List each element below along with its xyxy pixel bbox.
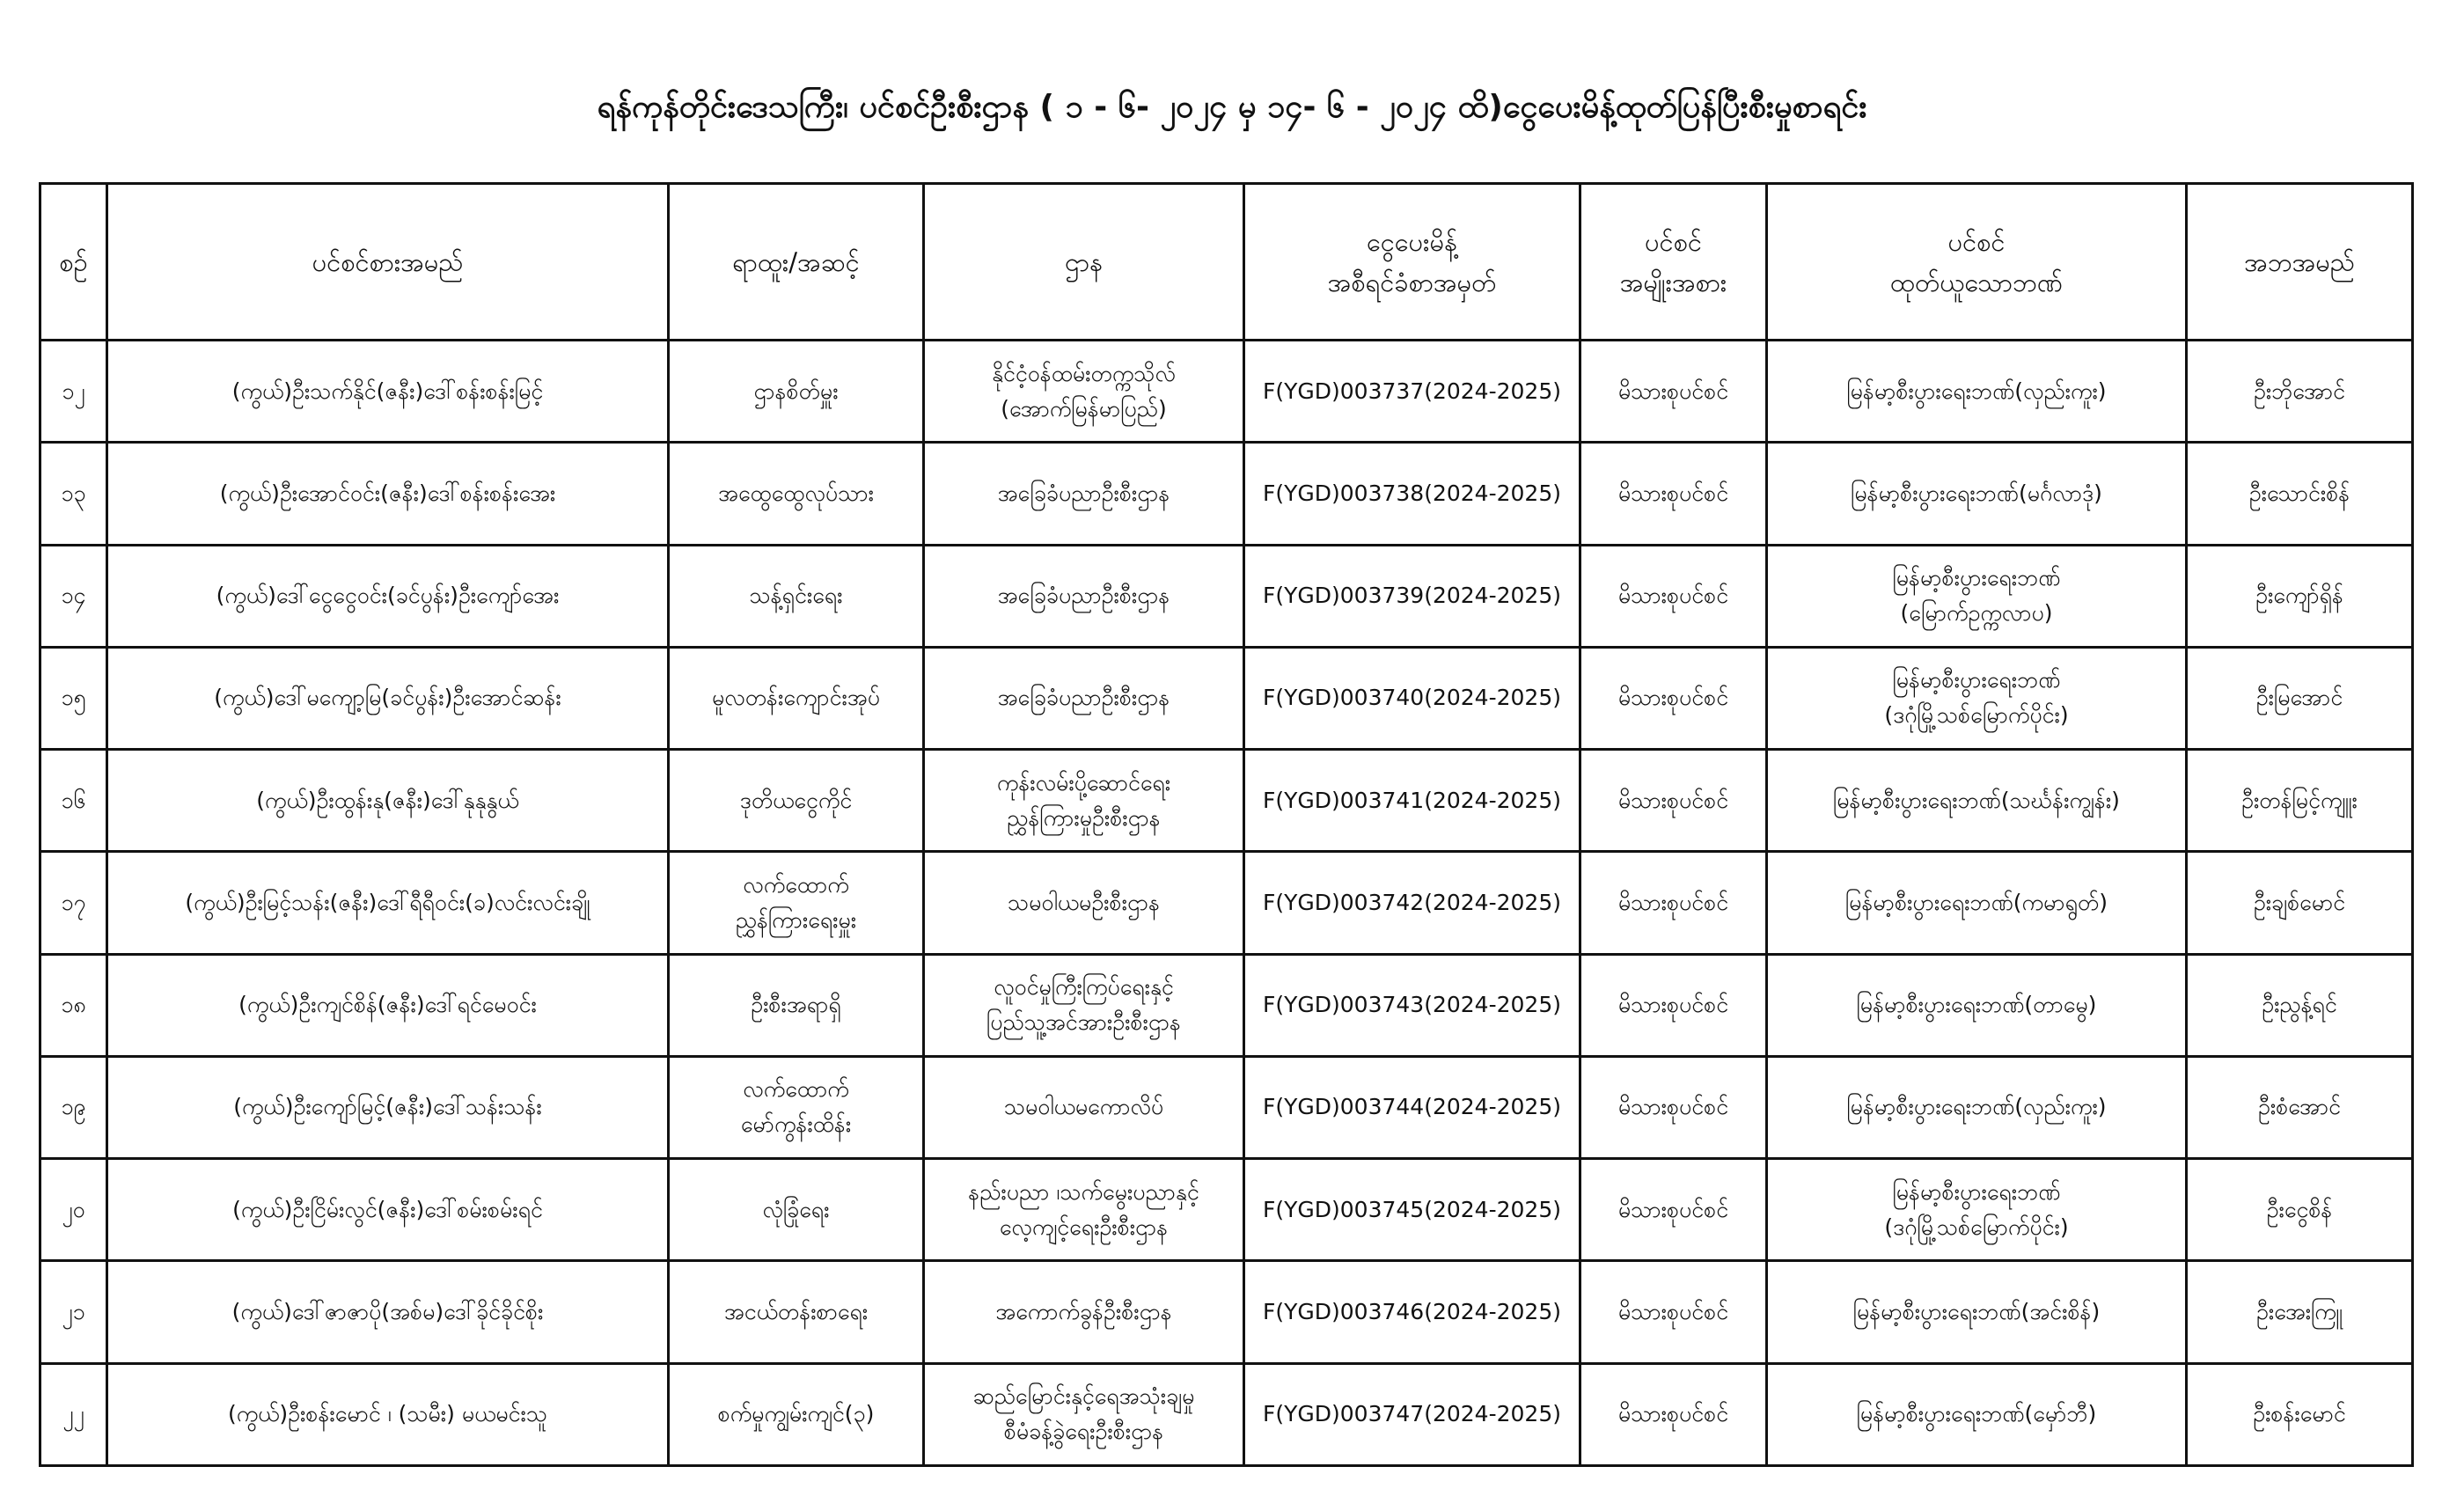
rank-cell: ဌာနစိတ်မှူး [669, 341, 924, 443]
row-number-cell: ၂၀ [40, 1159, 107, 1261]
father-name-cell: ဦးကျော်ရှိန် [2187, 545, 2413, 647]
pension-register-table [39, 182, 2414, 1467]
father-name-cell: ဦးငွေစိန် [2187, 1159, 2413, 1261]
pension-type-cell: မိသားစုပင်စင် [1580, 1056, 1767, 1158]
report-number-cell: F(YGD)003742(2024-2025) [1244, 852, 1580, 954]
header-no: စဉ် [40, 184, 107, 341]
pension-type-cell: မိသားစုပင်စင် [1580, 750, 1767, 852]
pension-type-cell: မိသားစုပင်စင် [1580, 954, 1767, 1056]
header-department: ဌာန [924, 184, 1244, 341]
page-title: ရန်ကုန်တိုင်းဒေသကြီး၊ ပင်စင်ဦးစီးဌာန ( ၁ - ၆- ၂၀၂၄ မှ ၁၄- ၆ - ၂၀၂၄ ထိ)ငွေပေးမိန့်ထုတ်ပြန်ပြီးစီးမှုစာရင်း [597, 89, 1867, 125]
department-cell: နည်းပညာ ၊သက်မွေးပညာနှင့် လေ့ကျင့်ရေးဦးစီးဌာန [924, 1159, 1244, 1261]
pensioner-name-cell: (ကွယ်)ဦးကျော်မြင့်(ဇနီး)ဒေါ်သန်းသန်း [107, 1056, 669, 1158]
department-cell: နိုင်ငံ့ဝန်ထမ်းတက္ကသိုလ် (အောက်မြန်မာပြည်) [924, 341, 1244, 443]
father-name-cell: ဦးစံအောင် [2187, 1056, 2413, 1158]
table-row [40, 1056, 2413, 1158]
father-name-cell: ဦးအေးကြူ [2187, 1261, 2413, 1363]
bank-cell: မြန်မာ့စီးပွားရေးဘဏ်(မင်္ဂလာဒုံ) [1767, 443, 2187, 545]
bank-cell: မြန်မာ့စီးပွားရေးဘဏ် (မြောက်ဥက္ကလာပ) [1767, 545, 2187, 647]
department-cell: ဆည်မြောင်းနှင့်ရေအသုံးချမှု စီမံခန့်ခွဲရေးဦးစီးဌာန [924, 1363, 1244, 1465]
table-row [40, 647, 2413, 749]
pensioner-name-cell: (ကွယ်)ဦးမြင့်သန်း(ဇနီး)ဒေါ်ရီရီဝင်း(ခ)လင်းလင်းချို [107, 852, 669, 954]
header-pension-type: ပင်စင် အမျိုးအစား [1580, 184, 1767, 341]
table-body [40, 341, 2413, 1466]
pensioner-name-cell: (ကွယ်)ဦးကျင်စိန်(ဇနီး)ဒေါ်ရင်မေဝင်း [107, 954, 669, 1056]
bank-cell: မြန်မာ့စီးပွားရေးဘဏ် (ဒဂုံမြို့သစ်မြောက်ပိုင်း) [1767, 647, 2187, 749]
rank-cell: သန့်ရှင်းရေး [669, 545, 924, 647]
report-number-cell: F(YGD)003747(2024-2025) [1244, 1363, 1580, 1465]
rank-cell: လုံခြုံရေး [669, 1159, 924, 1261]
pensioner-name-cell: (ကွယ်)ဒေါ်ဇာဇာပို(အစ်မ)ဒေါ်ခိုင်ခိုင်စိုး [107, 1261, 669, 1363]
pensioner-name-cell: (ကွယ်)ဦးထွန်းနု(ဇနီး)ဒေါ်နုနုနွယ် [107, 750, 669, 852]
rank-cell: ဦးစီးအရာရှိ [669, 954, 924, 1056]
pension-type-cell: မိသားစုပင်စင် [1580, 1159, 1767, 1261]
bank-cell: မြန်မာ့စီးပွားရေးဘဏ်(လှည်းကူး) [1767, 341, 2187, 443]
table-row [40, 750, 2413, 852]
department-cell: အခြေခံပညာဦးစီးဌာန [924, 647, 1244, 749]
department-cell: သမဝါယမကောလိပ် [924, 1056, 1244, 1158]
table-header-row [40, 184, 2413, 341]
department-cell: အကောက်ခွန်ဦးစီးဌာန [924, 1261, 1244, 1363]
rank-cell: မူလတန်းကျောင်းအုပ် [669, 647, 924, 749]
bank-cell: မြန်မာ့စီးပွားရေးဘဏ်(အင်းစိန်) [1767, 1261, 2187, 1363]
table-row [40, 1363, 2413, 1465]
row-number-cell: ၁၆ [40, 750, 107, 852]
table-row [40, 443, 2413, 545]
pensioner-name-cell: (ကွယ်)ဦးငြိမ်းလွင်(ဇနီး)ဒေါ်စမ်းစမ်းရင် [107, 1159, 669, 1261]
bank-cell: မြန်မာ့စီးပွားရေးဘဏ်(မှော်ဘီ) [1767, 1363, 2187, 1465]
row-number-cell: ၂၁ [40, 1261, 107, 1363]
father-name-cell: ဦးသောင်းစိန် [2187, 443, 2413, 545]
rank-cell: လက်ထောက် မော်ကွန်းထိန်း [669, 1056, 924, 1158]
rank-cell: လက်ထောက် ညွှန်ကြားရေးမှူး [669, 852, 924, 954]
bank-cell: မြန်မာ့စီးပွားရေးဘဏ်(တာမွေ) [1767, 954, 2187, 1056]
row-number-cell: ၁၃ [40, 443, 107, 545]
pensioner-name-cell: (ကွယ်)ဦးအောင်ဝင်း(ဇနီး)ဒေါ်စန်းစန်းအေး [107, 443, 669, 545]
report-number-cell: F(YGD)003743(2024-2025) [1244, 954, 1580, 1056]
row-number-cell: ၁၄ [40, 545, 107, 647]
bank-cell: မြန်မာ့စီးပွားရေးဘဏ်(လှည်းကူး) [1767, 1056, 2187, 1158]
bank-cell: မြန်မာ့စီးပွားရေးဘဏ် (ဒဂုံမြို့သစ်မြောက်ပိုင်း) [1767, 1159, 2187, 1261]
report-number-cell: F(YGD)003740(2024-2025) [1244, 647, 1580, 749]
row-number-cell: ၁၉ [40, 1056, 107, 1158]
pension-type-cell: မိသားစုပင်စင် [1580, 1261, 1767, 1363]
pensioner-name-cell: (ကွယ်)ဦးစန်းမောင် ၊ (သမီး) မယမင်းသူ [107, 1363, 669, 1465]
pension-type-cell: မိသားစုပင်စင် [1580, 341, 1767, 443]
table-row [40, 341, 2413, 443]
row-number-cell: ၁၅ [40, 647, 107, 749]
father-name-cell: ဦးဘိုအောင် [2187, 341, 2413, 443]
pensioner-name-cell: (ကွယ်)ဒေါ်ငွေငွေဝင်း(ခင်ပွန်း)ဦးကျော်အေး [107, 545, 669, 647]
report-number-cell: F(YGD)003744(2024-2025) [1244, 1056, 1580, 1158]
header-rank: ရာထူး/အဆင့် [669, 184, 924, 341]
row-number-cell: ၁၂ [40, 341, 107, 443]
row-number-cell: ၁၇ [40, 852, 107, 954]
bank-cell: မြန်မာ့စီးပွားရေးဘဏ်(သင်္ဃန်းကျွန်း) [1767, 750, 2187, 852]
rank-cell: ဒုတိယငွေကိုင် [669, 750, 924, 852]
department-cell: သမဝါယမဦးစီးဌာန [924, 852, 1244, 954]
header-pensioner-name: ပင်စင်စားအမည် [107, 184, 669, 341]
rank-cell: စက်မှုကျွမ်းကျင်(၃) [669, 1363, 924, 1465]
report-number-cell: F(YGD)003741(2024-2025) [1244, 750, 1580, 852]
table-row [40, 954, 2413, 1056]
report-number-cell: F(YGD)003745(2024-2025) [1244, 1159, 1580, 1261]
department-cell: လူဝင်မှုကြီးကြပ်ရေးနှင့် ပြည်သူ့အင်အားဦးစီးဌာန [924, 954, 1244, 1056]
pension-type-cell: မိသားစုပင်စင် [1580, 443, 1767, 545]
report-number-cell: F(YGD)003746(2024-2025) [1244, 1261, 1580, 1363]
table-row [40, 852, 2413, 954]
department-cell: ကုန်းလမ်းပို့ဆောင်ရေး ညွှန်ကြားမှုဦးစီးဌာန [924, 750, 1244, 852]
header-father-name: အဘအမည် [2187, 184, 2413, 341]
father-name-cell: ဦးမြအောင် [2187, 647, 2413, 749]
pension-type-cell: မိသားစုပင်စင် [1580, 545, 1767, 647]
pensioner-name-cell: (ကွယ်)ဒေါ်မကျော့မြ(ခင်ပွန်း)ဦးအောင်ဆန်း [107, 647, 669, 749]
rank-cell: အထွေထွေလုပ်သား [669, 443, 924, 545]
department-cell: အခြေခံပညာဦးစီးဌာန [924, 545, 1244, 647]
father-name-cell: ဦးညွန့်ရင် [2187, 954, 2413, 1056]
header-bank: ပင်စင် ထုတ်ယူသောဘဏ် [1767, 184, 2187, 341]
father-name-cell: ဦးတန်မြင့်ကျူး [2187, 750, 2413, 852]
bank-cell: မြန်မာ့စီးပွားရေးဘဏ်(ကမာရွတ်) [1767, 852, 2187, 954]
report-number-cell: F(YGD)003738(2024-2025) [1244, 443, 1580, 545]
row-number-cell: ၁၈ [40, 954, 107, 1056]
pension-type-cell: မိသားစုပင်စင် [1580, 852, 1767, 954]
pension-type-cell: မိသားစုပင်စင် [1580, 1363, 1767, 1465]
table-row [40, 1261, 2413, 1363]
row-number-cell: ၂၂ [40, 1363, 107, 1465]
pension-type-cell: မိသားစုပင်စင် [1580, 647, 1767, 749]
report-number-cell: F(YGD)003737(2024-2025) [1244, 341, 1580, 443]
header-report-number: ငွေပေးမိန့် အစီရင်ခံစာအမှတ် [1244, 184, 1580, 341]
report-number-cell: F(YGD)003739(2024-2025) [1244, 545, 1580, 647]
rank-cell: အငယ်တန်းစာရေး [669, 1261, 924, 1363]
table-row [40, 545, 2413, 647]
table-row [40, 1159, 2413, 1261]
pensioner-name-cell: (ကွယ်)ဦးသက်နိုင်(ဇနီး)ဒေါ်စန်းစန်းမြင့် [107, 341, 669, 443]
father-name-cell: ဦးစန်းမောင် [2187, 1363, 2413, 1465]
father-name-cell: ဦးချစ်မောင် [2187, 852, 2413, 954]
department-cell: အခြေခံပညာဦးစီးဌာန [924, 443, 1244, 545]
